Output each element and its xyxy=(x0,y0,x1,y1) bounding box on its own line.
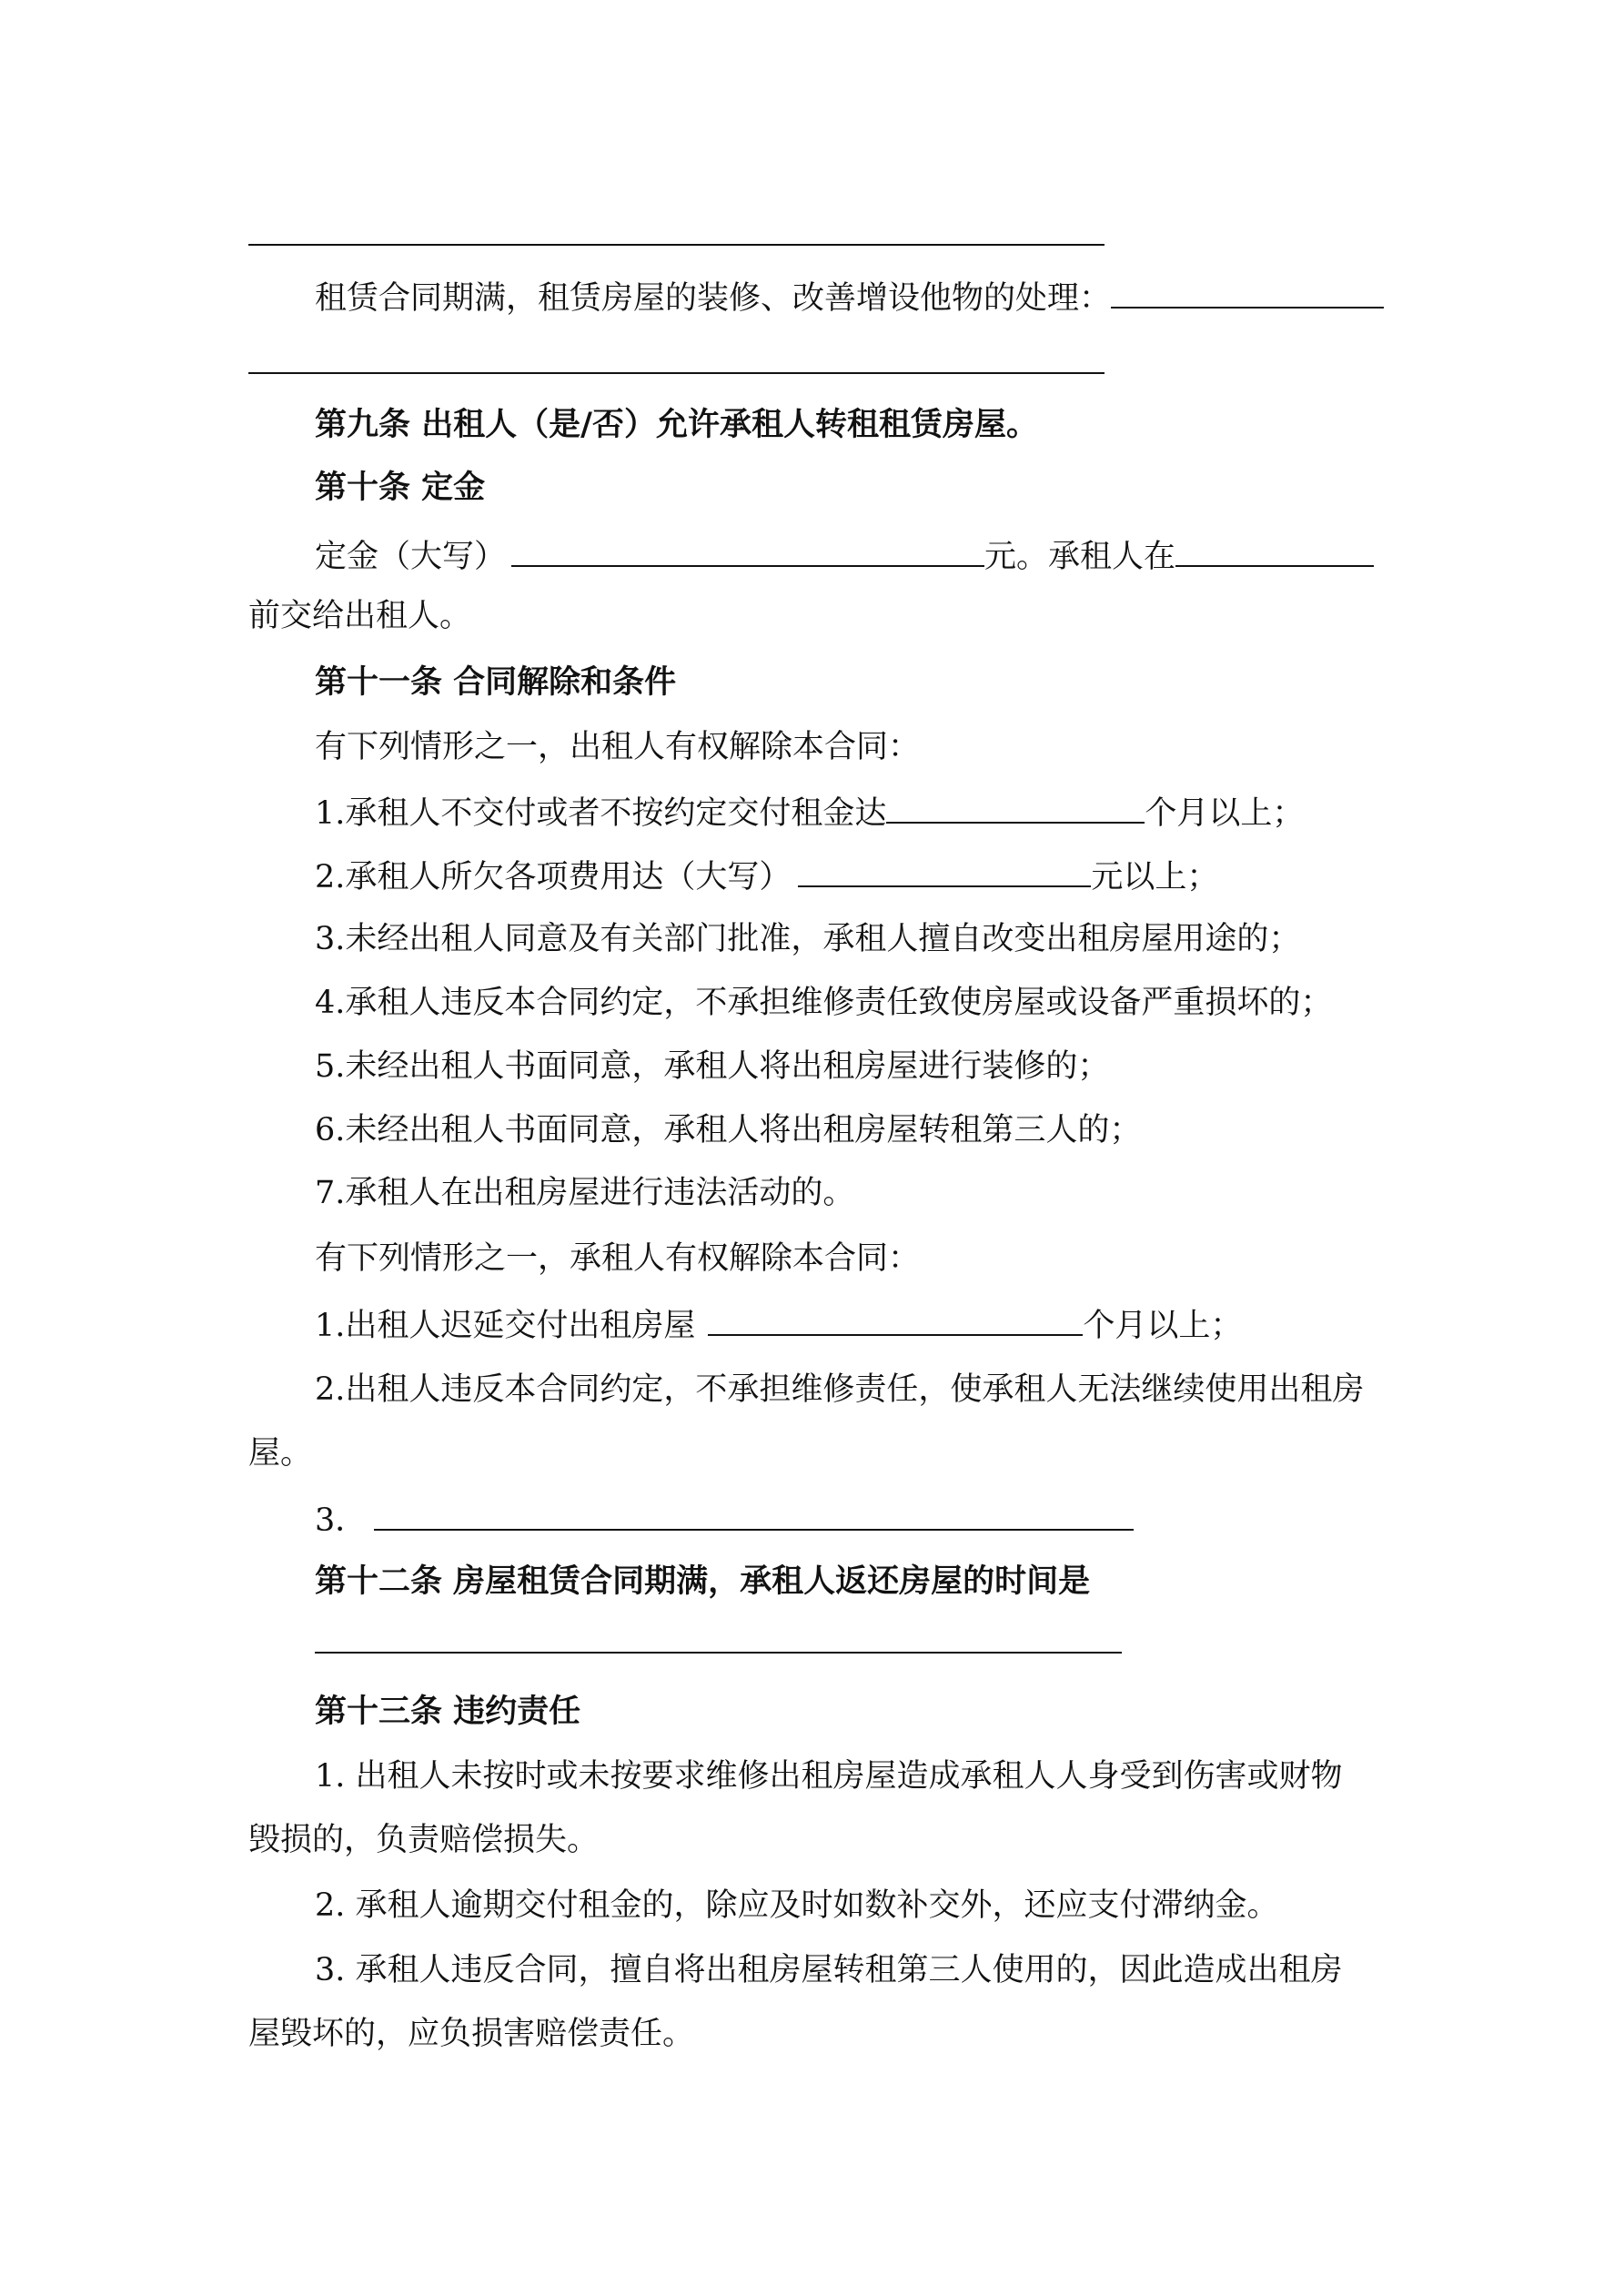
item-text: 3． xyxy=(315,1502,368,1539)
deposit-label: 定金（大写） xyxy=(315,539,507,575)
liability-item-cont: 毁损的，负责赔偿损失。 xyxy=(248,1822,600,1858)
lessor-item: 5.未经出租人书面同意，承租人将出租房屋进行装修的； xyxy=(315,1048,1110,1085)
deposit-text: 元。承租人在 xyxy=(984,539,1176,575)
renovation-blank[interactable] xyxy=(1111,276,1384,308)
item-text: 2.承租人所欠各项费用达（大写） xyxy=(315,859,792,895)
deposit-amount-blank[interactable] xyxy=(511,534,984,567)
lessor-item: 3.未经出租人同意及有关部门批准，承租人擅自改变出租房屋用途的； xyxy=(315,921,1301,957)
clause12-title: 第十二条 房屋租赁合同期满，承租人返还房屋的时间是 xyxy=(315,1563,1091,1600)
item-text: 1.承租人不交付或者不按约定交付租金达 xyxy=(315,795,887,832)
other-condition-blank[interactable] xyxy=(374,1498,1134,1531)
lessee-item xyxy=(315,1303,1242,1346)
lessor-item: 7.承租人在出租房屋进行违法活动的。 xyxy=(315,1175,855,1211)
delay-months-blank[interactable] xyxy=(708,1303,1083,1336)
lessee-intro: 有下列情形之一，承租人有权解除本合同： xyxy=(315,1240,921,1277)
item-text: 元以上； xyxy=(1091,859,1219,895)
liability-item: 2. 承租人逾期交付租金的，除应及时如数补交外，还应支付滞纳金。 xyxy=(315,1887,1279,1924)
deposit-cont: 前交给出租人。 xyxy=(248,598,472,634)
fees-blank[interactable] xyxy=(798,855,1091,887)
blank-line xyxy=(248,372,1105,374)
lessor-intro: 有下列情形之一，出租人有权解除本合同： xyxy=(315,729,921,765)
clause9-title: 第九条 出租人（是/否）允许承租人转租租赁房屋。 xyxy=(315,406,1038,443)
lessee-item xyxy=(315,1498,1134,1541)
liability-item: 3. 承租人违反合同，擅自将出租房屋转租第三人使用的，因此造成出租房 xyxy=(315,1952,1343,1988)
liability-item: 1. 出租人未按时或未按要求维修出租房屋造成承租人人身受到伤害或财物 xyxy=(315,1758,1343,1795)
deposit-line xyxy=(315,534,1374,577)
liability-item-cont: 屋毁坏的，应负损害赔偿责任。 xyxy=(248,2016,695,2052)
renovation-line xyxy=(315,276,1384,319)
lessor-item xyxy=(315,855,1218,897)
blank-line xyxy=(248,244,1105,246)
clause10-title: 第十条 定金 xyxy=(315,469,486,506)
clause13-title: 第十三条 违约责任 xyxy=(315,1693,581,1730)
deposit-date-blank[interactable] xyxy=(1175,534,1374,567)
lessor-item xyxy=(315,791,1304,834)
lessee-item-cont: 屋。 xyxy=(248,1435,313,1472)
item-text: 个月以上； xyxy=(1145,795,1305,832)
lessor-item: 4.承租人违反本合同约定，不承担维修责任致使房屋或设备严重损坏的； xyxy=(315,985,1333,1021)
months-blank[interactable] xyxy=(886,791,1145,824)
lessor-item: 6.未经出租人书面同意，承租人将出租房屋转租第三人的； xyxy=(315,1112,1142,1148)
item-text: 个月以上； xyxy=(1083,1308,1243,1344)
lessee-item: 2.出租人违反本合同约定，不承担维修责任，使承租人无法继续使用出租房 xyxy=(315,1371,1365,1408)
item-text: 1.出租人迟延交付出租房屋 xyxy=(315,1308,696,1344)
renovation-text: 租赁合同期满，租赁房屋的装修、改善增设他物的处理： xyxy=(315,280,1112,317)
return-time-blank[interactable] xyxy=(315,1652,1122,1654)
clause11-title: 第十一条 合同解除和条件 xyxy=(315,663,677,701)
